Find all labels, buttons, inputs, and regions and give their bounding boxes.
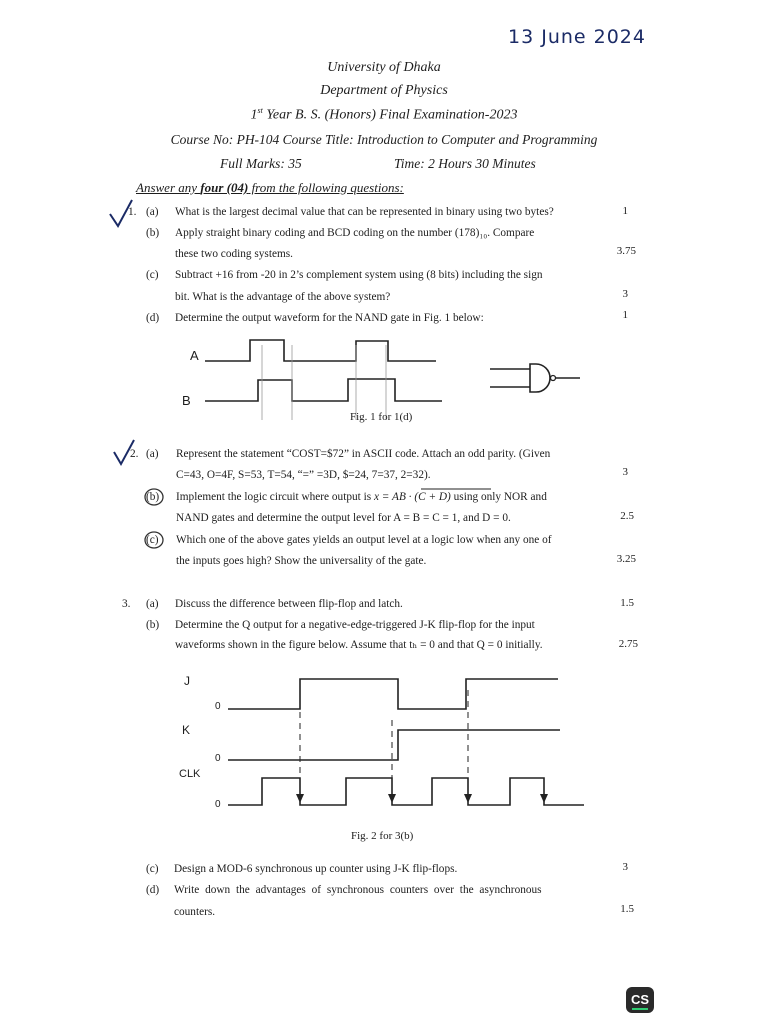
q3a-label: (a) xyxy=(146,598,159,610)
q1a-text: What is the largest decimal value that can be represented in binary using two bytes? xyxy=(175,206,554,218)
q2-number: 2. xyxy=(130,448,139,460)
instruction-bold: four (04) xyxy=(200,180,249,195)
q1d-text: Determine the output waveform for the NAND gate in Fig. 1 below: xyxy=(175,312,484,324)
q2c-marks: 3.25 xyxy=(616,553,636,565)
q2a-line2: C=43, O=4F, S=53, T=54, “=” =3D, $=24, 7=37, 2=32). xyxy=(176,469,431,481)
department-name: Department of Physics xyxy=(320,83,448,98)
fig2-caption: Fig. 2 for 3(b) xyxy=(351,830,414,842)
q1b-line1: Apply straight binary coding and BCD coding on the number (178)₁₀. Compare xyxy=(175,227,535,239)
q2b-line1-pre: Implement the logic circuit where output is xyxy=(176,491,374,503)
q2c-label: (c) xyxy=(146,534,159,546)
q2b-line2: NAND gates and determine the output level for A = B = C = 1, and D = 0. xyxy=(176,512,511,524)
q2b-label: (b) xyxy=(146,491,160,503)
q3c-text: Design a MOD-6 synchronous up counter using J-K flip-flops. xyxy=(174,863,458,875)
q1c-line2: bit. What is the advantage of the above system? xyxy=(175,291,391,303)
instruction-post: from the following questions: xyxy=(248,180,404,195)
q1-number: 1. xyxy=(128,206,137,218)
fig1-label-a: A xyxy=(190,348,199,363)
q2a-marks: 3 xyxy=(622,466,628,478)
q1a-marks: 1 xyxy=(622,205,628,217)
q1d-marks: 1 xyxy=(622,309,628,321)
q2a-line1: Represent the statement “COST=$72” in ASCII code. Attach an odd parity. (Given xyxy=(176,448,551,460)
q1b-line2: these two coding systems. xyxy=(175,248,293,260)
exam-time: Time: 2 Hours 30 Minutes xyxy=(394,156,536,171)
q3-number: 3. xyxy=(122,598,131,610)
q2c-line2: the inputs goes high? Show the universality of the gate. xyxy=(176,555,427,567)
q3d-line1: Write down the advantages of synchronous counters over the asynchronous xyxy=(174,884,542,896)
exam-title-rest: Year B. S. (Honors) Final Examination-2023 xyxy=(262,107,518,123)
full-marks: Full Marks: 35 xyxy=(220,156,302,171)
exam-year-sup: st xyxy=(257,106,263,115)
q2b-equation: x = AB · (C + D) xyxy=(373,491,451,503)
instruction-pre: Answer any xyxy=(136,180,201,195)
q2c-line1: Which one of the above gates yields an output level at a logic low when any one of xyxy=(176,534,552,546)
q3b-marks: 2.75 xyxy=(618,638,638,650)
q1c-marks: 3 xyxy=(622,288,628,300)
q1c-label: (c) xyxy=(146,269,159,281)
q2b-marks: 2.5 xyxy=(620,510,634,522)
fig2-label-j: J xyxy=(184,674,190,688)
fig2-zero-j: 0 xyxy=(215,701,221,712)
q1b-label: (b) xyxy=(146,227,160,239)
q3a-text: Discuss the difference between flip-flop and latch. xyxy=(175,598,403,610)
q2b-line1-post: using only NOR and xyxy=(450,491,547,503)
scanner-logo-icon: CS xyxy=(626,987,654,1013)
fig2-zero-k: 0 xyxy=(215,753,221,764)
fig2-zero-clk: 0 xyxy=(215,799,221,810)
q1c-line1: Subtract +16 from -20 in 2’s complement system using (8 bits) including the sign xyxy=(175,269,543,281)
fig1-caption: Fig. 1 for 1(d) xyxy=(350,411,413,423)
fig2-label-clk: CLK xyxy=(179,768,201,780)
q3a-marks: 1.5 xyxy=(620,597,634,609)
q1d-label: (d) xyxy=(146,312,160,324)
q1a-label: (a) xyxy=(146,206,159,218)
handwritten-date: 13 June 2024 xyxy=(508,26,646,48)
exam-year: 1 xyxy=(250,107,258,123)
q3b-line2: waveforms shown in the figure below. Assume that tₕ = 0 and that Q = 0 initially. xyxy=(175,639,543,651)
q3b-label: (b) xyxy=(146,619,160,631)
q3d-marks: 1.5 xyxy=(620,903,634,915)
fig1-label-b: B xyxy=(182,393,191,408)
q3b-line1: Determine the Q output for a negative-edge-triggered J-K flip-flop for the input xyxy=(175,619,535,631)
fig2-label-k: K xyxy=(182,723,191,737)
q1b-marks: 3.75 xyxy=(616,245,636,257)
university-name: University of Dhaka xyxy=(327,60,441,75)
q3c-label: (c) xyxy=(146,863,159,875)
q3d-label: (d) xyxy=(146,884,160,896)
course-line: Course No: PH-104 Course Title: Introduction to Computer and Programming xyxy=(170,132,598,147)
q3c-marks: 3 xyxy=(622,861,628,873)
q3d-line2: counters. xyxy=(174,906,216,918)
q2a-label: (a) xyxy=(146,448,159,460)
